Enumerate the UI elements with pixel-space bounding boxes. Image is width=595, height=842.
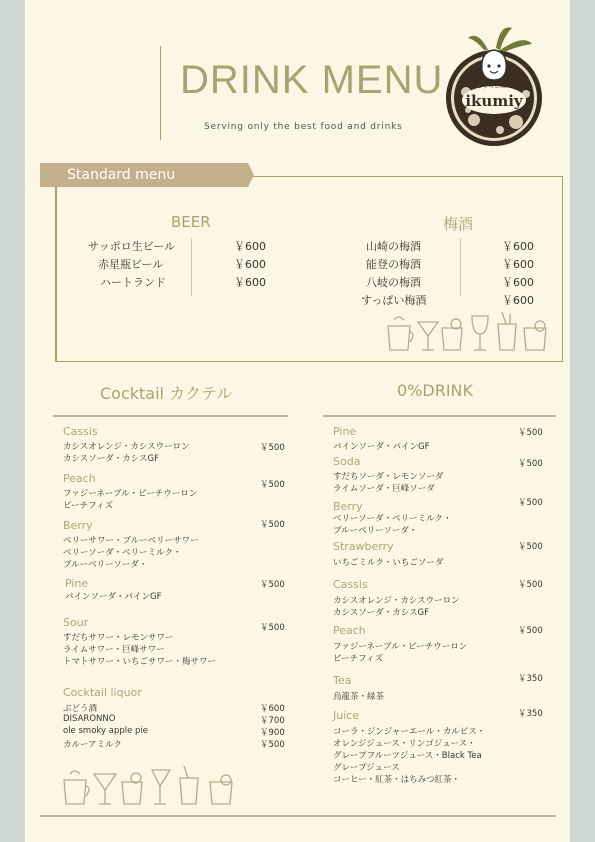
cocktail-item-line: カシスソーダ・カシスGF [63, 454, 159, 464]
liquor-item-price: ￥500 [260, 740, 285, 750]
zero-drink-heading: 0%DRINK [397, 381, 473, 400]
cocktail-item-line: トマトサワー・いちごサワー・梅サワー [63, 657, 217, 667]
zero-item-line: ベリーソーダ・ベリーミルク・ [333, 514, 452, 524]
zero-drink-top-rule [323, 415, 556, 417]
cocktail-top-rule [53, 415, 288, 417]
zero-item-line: ブルーベリーソーダ・ [333, 526, 418, 536]
cocktail-item-line: ベリーサワー・ブルーベリーサワー [63, 536, 199, 546]
page-title: DRINK MENU [180, 58, 444, 102]
cocktail-category: Cassis [63, 425, 98, 438]
cocktail-item-line: ベリーソーダ・ベリーミルク・ [63, 548, 182, 558]
zero-price: ￥500 [518, 626, 543, 636]
zero-category: Strawberry [333, 540, 394, 553]
zero-item-line: いちごミルク・いちごソーダ [333, 558, 444, 568]
umeshu-heading: 梅酒 [443, 215, 474, 233]
beer-item-name: 赤星瓶ビール [98, 258, 164, 271]
logo-kana: おうちごはん [475, 83, 513, 90]
beer-divider [191, 238, 192, 296]
umeshu-item-name: すっぱい梅酒 [361, 294, 427, 307]
cocktail-price: ￥500 [260, 623, 285, 633]
cocktail-item-line: ブルーベリーソーダ・ [63, 560, 148, 570]
cocktail-glasses-icon [60, 762, 246, 808]
liquor-item-price: ￥900 [260, 728, 285, 738]
cocktail-item-line: ライムサワー・巨峰サワー [63, 645, 165, 655]
umeshu-item-price: ￥600 [502, 276, 534, 289]
zero-price: ￥500 [518, 459, 543, 469]
umeshu-item-price: ￥600 [502, 294, 534, 307]
zero-item-line: ライムソーダ・巨峰ソーダ [333, 484, 435, 494]
standard-menu-frame-left [55, 186, 57, 362]
liquor-item-name: ole smoky apple pie [63, 726, 149, 736]
ikumiy-logo [438, 22, 550, 148]
umeshu-item-name: 八岐の梅酒 [366, 276, 421, 289]
logo-wordmark: ikumiy [465, 92, 523, 110]
zero-item-line: コーラ・ジンジャーエール・カルピス・ [333, 727, 486, 737]
cocktail-item-line: すだちサワー・レモンサワー [63, 633, 174, 643]
zero-item-line: ファジーネーブル・ピーチウーロン [333, 642, 468, 652]
zero-item-line: ピーチフィズ [333, 654, 383, 664]
zero-category: Juice [333, 709, 360, 722]
zero-item-line: 烏龍茶・緑茶 [333, 692, 385, 702]
zero-price: ￥500 [518, 498, 543, 508]
zero-category: Soda [333, 455, 361, 468]
zero-item-line: カシスオレンジ・カシスウーロン [333, 596, 460, 606]
liquor-item-price: ￥600 [260, 704, 285, 714]
zero-item-line: カシスソーダ・カシスGF [333, 608, 429, 618]
beer-item-name: サッポロ生ビール [88, 240, 176, 253]
liquor-item-price: ￥700 [260, 716, 285, 726]
page-subtitle: Serving only the best food and drinks [204, 122, 403, 132]
cocktail-price: ￥500 [260, 520, 285, 530]
cocktail-item-line: パインソーダ・パインGF [65, 592, 162, 602]
beer-item-price: ￥600 [234, 240, 266, 253]
cocktail-category: Pine [65, 577, 89, 590]
zero-item-line: すだちソーダ・レモンソーダ [333, 472, 444, 482]
liquor-item-name: ぶどう酒 [63, 704, 98, 714]
umeshu-divider [460, 238, 461, 296]
beer-heading: BEER [171, 213, 211, 231]
cocktail-category: Sour [63, 616, 89, 629]
zero-category: Pine [333, 425, 357, 438]
cocktail-item-line: ファジーネーブル・ピーチウーロン [63, 489, 198, 499]
beer-item-price: ￥600 [234, 258, 266, 271]
zero-category: Peach [333, 624, 366, 637]
zero-price: ￥350 [518, 674, 543, 684]
zero-price: ￥350 [518, 709, 543, 719]
cocktail-price: ￥500 [260, 480, 285, 490]
cocktail-category: Peach [63, 472, 96, 485]
cocktail-item-line: カシスオレンジ・カシスウーロン [63, 442, 190, 452]
zero-category: Cassis [333, 578, 368, 591]
liquor-item-name: DISARONNO [63, 714, 116, 724]
zero-item-line: グレープフルーツジュース・Black Tea [333, 751, 482, 761]
cocktail-item-line: ピーチフィズ [63, 501, 113, 511]
cocktail-price: ￥500 [260, 443, 285, 453]
zero-item-line: パインソーダ・パインGF [333, 442, 430, 452]
header-divider [160, 46, 161, 140]
bottom-rule [40, 815, 556, 817]
zero-price: ￥500 [518, 580, 543, 590]
umeshu-item-name: 山崎の梅酒 [366, 240, 421, 253]
zero-category: Berry [333, 500, 363, 513]
cocktail-price: ￥500 [260, 580, 285, 590]
umeshu-item-name: 能登の梅酒 [366, 258, 421, 271]
beer-item-name: ハートランド [100, 276, 166, 289]
liquor-item-name: カルーアミルク [63, 740, 122, 750]
zero-item-line: グレープジュース [333, 763, 400, 773]
cocktail-liquor-category: Cocktail liquor [63, 686, 142, 699]
cocktail-heading: Cocktail カクテル [100, 384, 233, 403]
zero-price: ￥500 [518, 542, 543, 552]
cocktail-category: Berry [63, 519, 93, 532]
standard-menu-banner: Standard menu [40, 163, 248, 187]
zero-item-line: オレンジジュース・リンゴジュース・ [333, 739, 476, 749]
beer-item-price: ￥600 [234, 276, 266, 289]
umeshu-item-price: ￥600 [502, 258, 534, 271]
cocktail-glasses-icon [384, 308, 554, 354]
umeshu-item-price: ￥600 [502, 240, 534, 253]
zero-price: ￥500 [518, 428, 543, 438]
zero-item-line: コーヒー・紅茶・はちみつ紅茶・ [333, 775, 460, 785]
zero-category: Tea [333, 674, 352, 687]
